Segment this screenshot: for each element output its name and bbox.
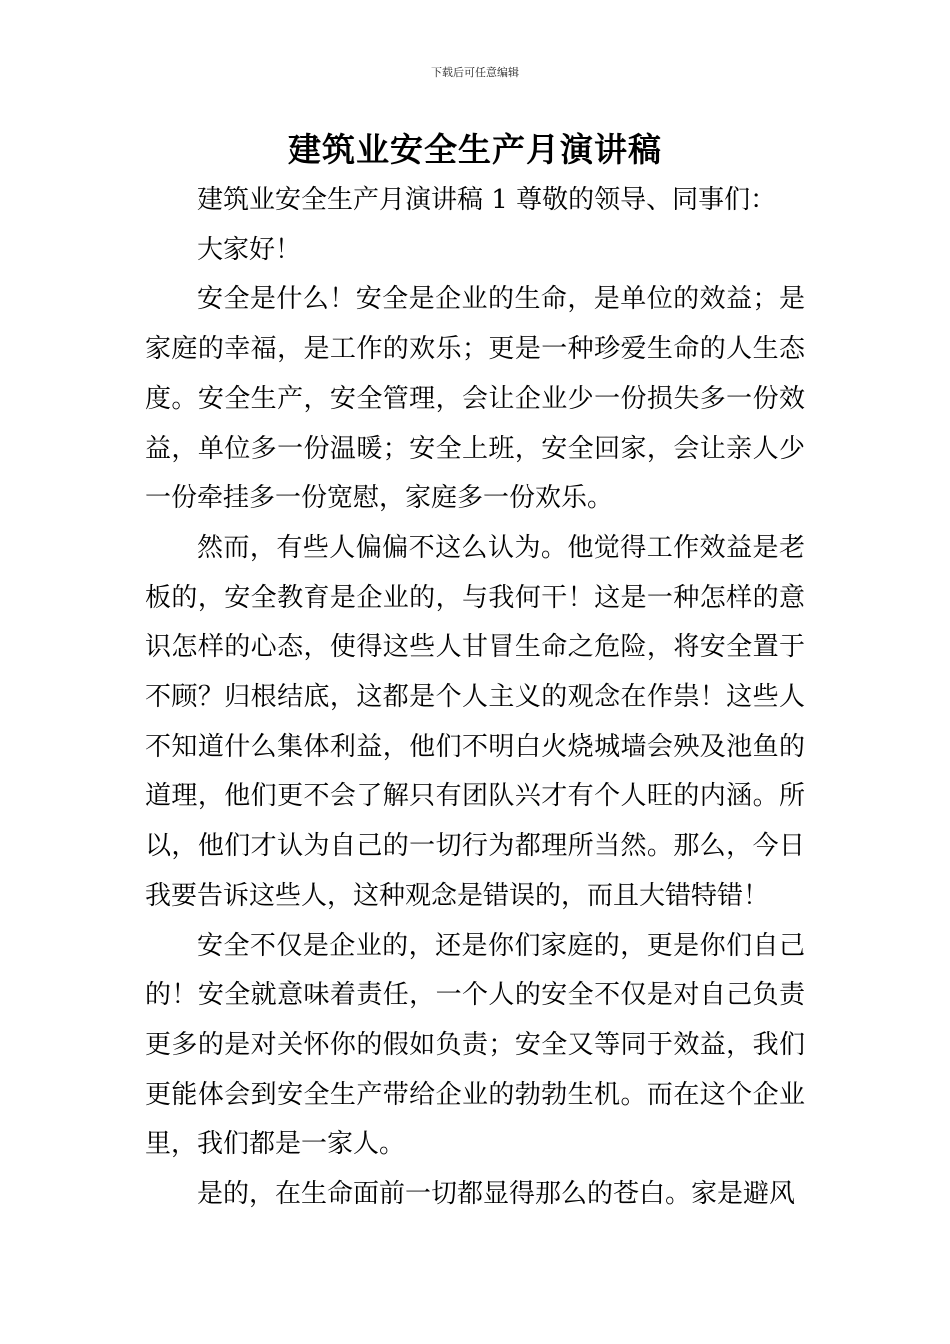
document-body [145,176,805,1220]
paragraph: 安全是什么！安全是企业的生命，是单位的效益；是家庭的幸福，是工作的欢乐；更是一种珍爱生命的人生态度。安全生产，安全管理，会让企业少一份损失多一份效益，单位多一份温暖；安全上班，安全回家，会让亲人少一份牵挂多一份宽慰，家庭多一份欢乐。 [145,284,805,514]
paragraph-salutation: 建筑业安全生产月演讲稿 1 尊敬的领导、同事们： [197,185,777,215]
paragraph: 安全不仅是企业的，还是你们家庭的，更是你们自己的！安全就意味着责任，一个人的安全不仅是对自己负责更多的是对关怀你的假如负责；安全又等同于效益，我们更能体会到安全生产带给企业的勃勃生机。而在这个企业里，我们都是一家人。 [145,930,805,1160]
header-note: 下载后可任意编辑 [431,66,519,79]
paragraph: 然而，有些人偏偏不这么认为。他觉得工作效益是老板的，安全教育是企业的，与我何干！这是一种怎样的意识怎样的心态，使得这些人甘冒生命之危险，将安全置于不顾？归根结底，这都是个人主义的观念在作祟！这些人不知道什么集体利益，他们不明白火烧城墙会殃及池鱼的道理，他们更不会了解只有团队兴才有个人旺的内涵。所以，他们才认为自己的一切行为都理所当然。那么，今日我要告诉这些人，这种观念是错误的，而且大错特错！ [145,532,805,911]
paragraph: 是的，在生命面前一切都显得那么的苍白。家是避风 [197,1179,796,1210]
document-title: 建筑业安全生产月演讲稿 [288,130,662,169]
paragraph-greeting: 大家好！ [197,234,302,265]
